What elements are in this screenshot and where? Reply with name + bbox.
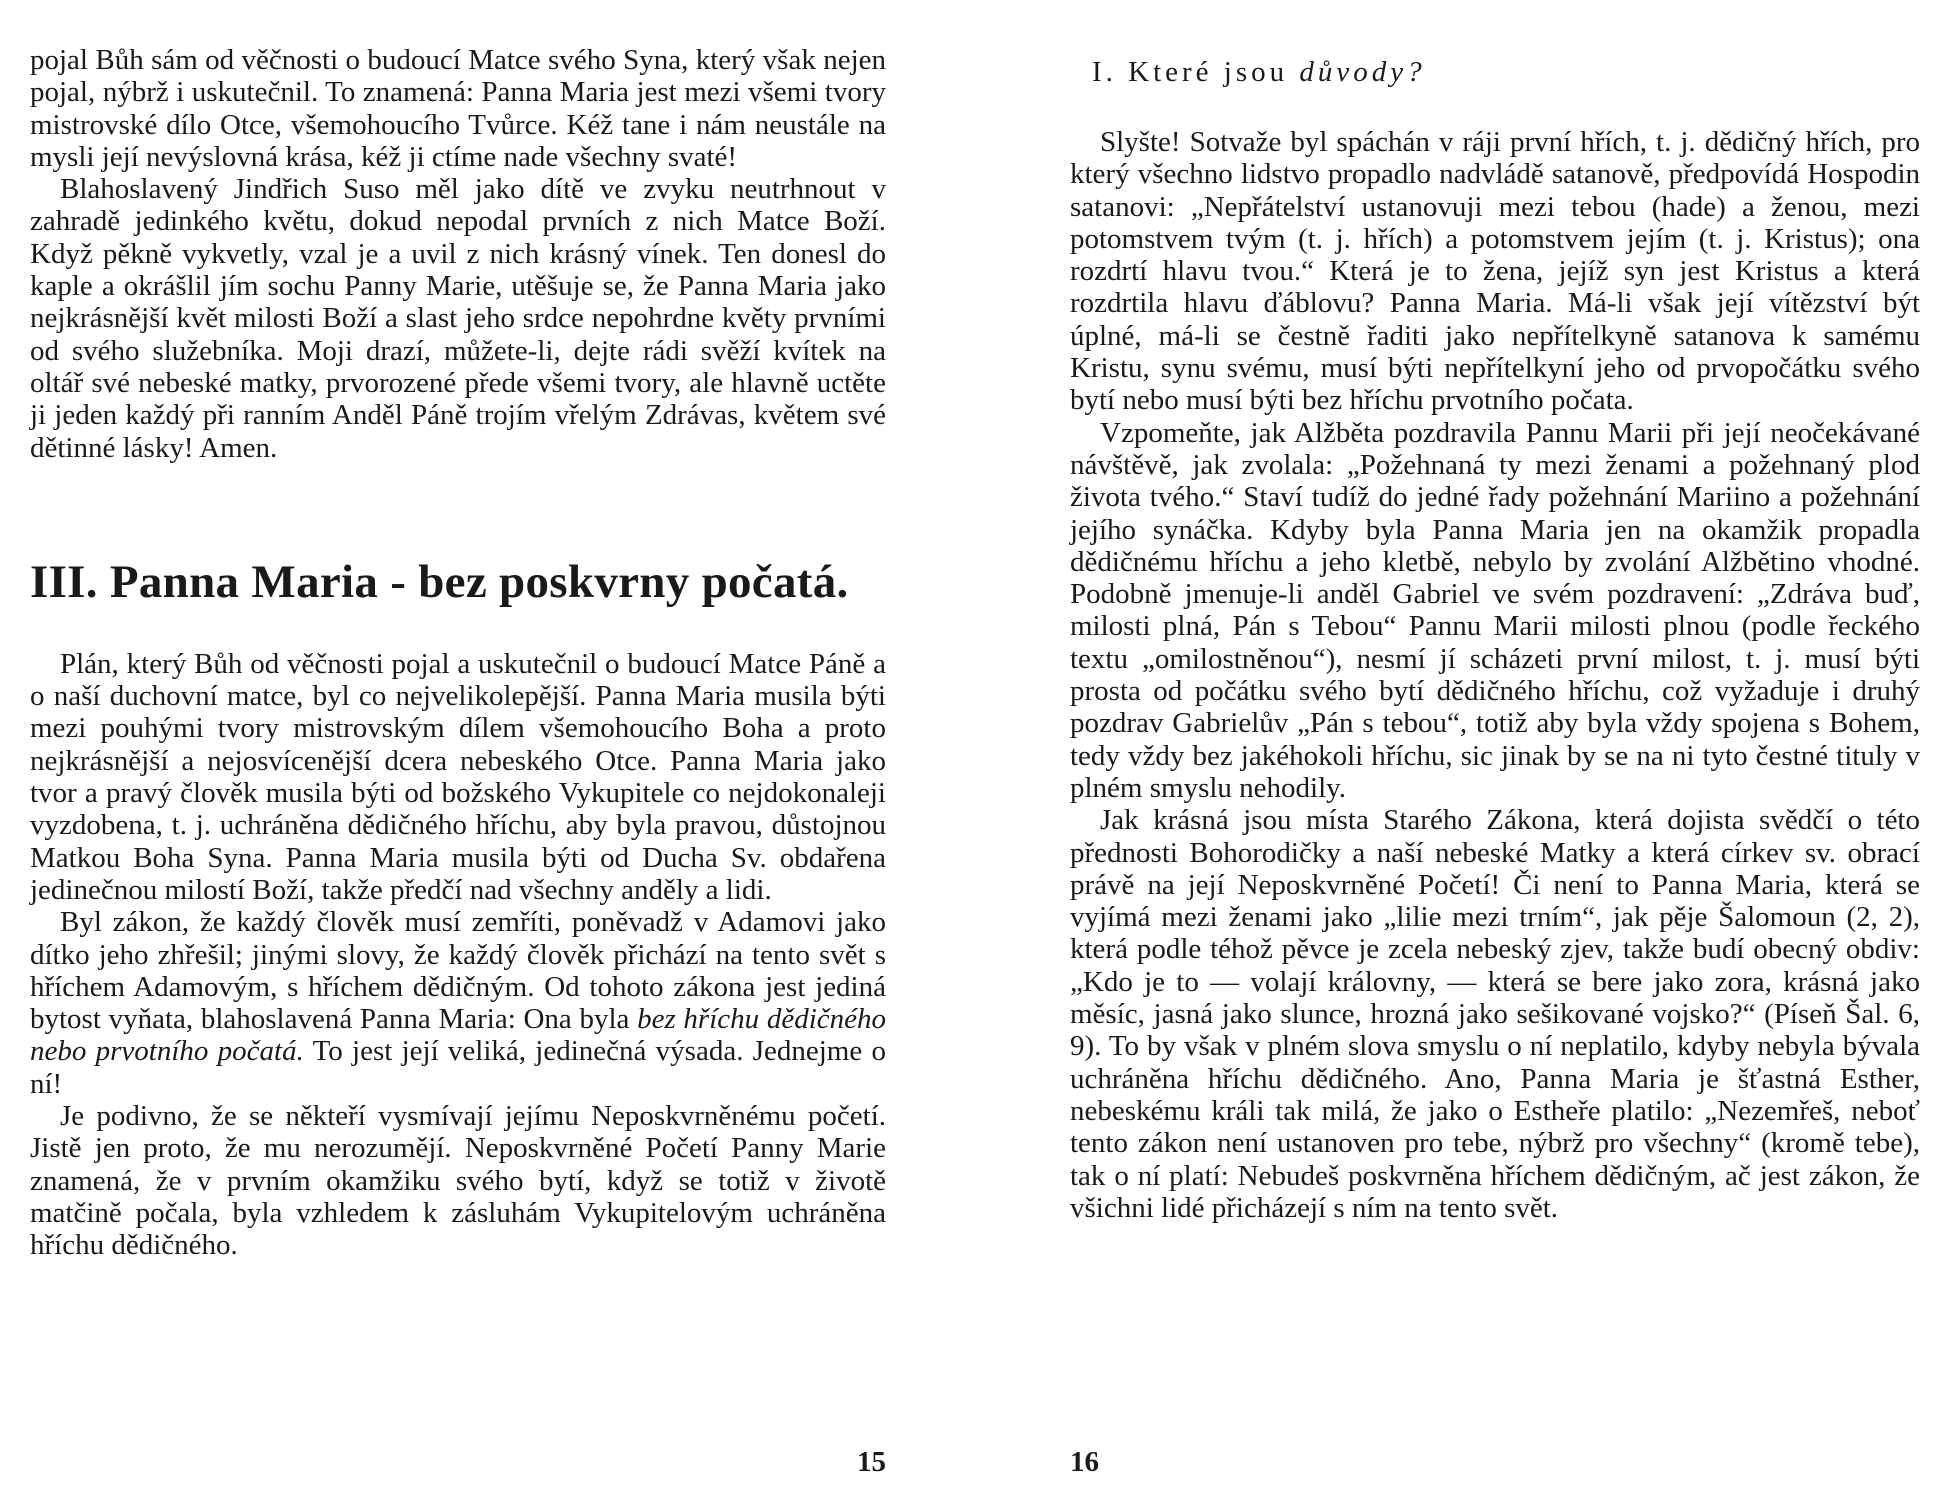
page-16 [1070, 0, 1920, 1500]
page-15 [30, 0, 886, 1500]
paragraph: pojal Bůh sám od věčnosti o budoucí Matce svého Syna, který však nejen pojal, nýbrž i uskutečnil. To znamená: Panna Maria jest mezi všemi tvory mistrovské dílo Otce, všemohoucího Tvůrce. Kéž tane i nám neustále na mysli její nevýslovná krása, kéž ji ctíme nade všechny svaté! [30, 44, 886, 173]
chapter-title: III. Panna Maria - bez poskvrny počatá. [30, 555, 849, 608]
paragraph: Vzpomeňte, jak Alžběta pozdravila Pannu Marii při její neočekávané návštěvě, jak zvolala: „Požehnaná ty mezi ženami a požehnaný plod života tvého.“ Staví tudíž do jedné řady požehnání Mariino a požehnání jejího synáčka. Kdyby byla Panna Maria jen na okamžik propadla dědičnému hříchu a jeho kletbě, nebylo by zvolání Alžbětino vhodné. Podobně jmenuje-li anděl Gabriel ve svém pozdravení: „Zdráva buď, milosti plná, Pán s Tebou“ Pannu Marii milosti plnou (podle řeckého textu „omilostněnou“), nesmí jí scházeti první milost, t. j. musí býti prosta od počátku svého bytí dědičného hříchu, což vyžaduje i druhý pozdrav Gabrielův „Pán s tebou“, totiž aby byla vždy spojena s Bohem, tedy vždy bez jakéhokoli hříchu, sic jinak by se na ni tyto čestné tituly v plném smyslu nehodily. [1070, 416, 1920, 804]
paragraph: Slyšte! Sotvaže byl spáchán v ráji první hřích, t. j. dědičný hřích, pro který všechno lidstvo propadlo nadvládě satanově, předpovídá Hospodin satanovi: „Nepřátelství ustanovuji mezi tebou (hade) a ženou, mezi potomstvem tvým (t. j. hřích) a potomstvem jejím (t. j. Kristus); ona rozdrtí hlavu tvou.“ Která je to žena, jejíž syn jest Kristus a která rozdrtila hlavu ďáblovu? Panna Maria. Má-li však její vítězství být úplné, má-li se čestně řaditi jako nepřítelkyně satanova k samému Kristu, synu svému, musí býti nepřítelkyní jeho od prvopočátku svého bytí nebo musí býti bez hříchu prvotního počata. [1070, 126, 1920, 417]
paragraph: Plán, který Bůh od věčnosti pojal a uskutečnil o budoucí Matce Páně a o naší duchovní matce, byl co nejvelikolepější. Panna Maria musila býti mezi pouhými tvory mistrovským dílem všemohoucího Boha a proto nejkrásnější a nejosvícenější dcera nebeského Otce. Panna Maria jako tvor a pravý člověk musila býti od božského Vykupitele co nejdokonaleji vyzdobena, t. j. uchráněna dědičného hříchu, aby byla pravou, důstojnou Matkou Boha Syna. Panna Maria musila býti od Ducha Sv. obdařena jedinečnou milostí Boží, takže předčí nad všechny anděly a lidi. [30, 647, 886, 906]
page-15-text [30, 44, 886, 1262]
paragraph: Blahoslavený Jindřich Suso měl jako dítě ve zvyku neutrhnout v zahradě jedinkého květu, dokud nepodal prvních z nich Matce Boží. Když pěkně vykvetly, vzal je a uvil z nich krásný vínek. Ten donesl do kaple a okrášlil jím sochu Panny Marie, utěšuje se, že Panna Maria jako nejkrásnější květ milosti Boží a slast jeho srdce nepohrdne květy prvními od svého služebníka. Moji drazí, můžete-li, dejte rádi svěží kvítek na oltář své nebeské matky, prvorozené přede všemi tvory, ale hlavně uctěte ji jeden každý při ranním Anděl Páně trojím vřelým Zdrávas, květem své dětinné lásky! Amen. [30, 173, 886, 464]
paragraph-text: Byl zákon, že každý člověk musí zemříti, poněvadž v Adamovi jako dítko jeho zhřešil; jinými slovy, že každý člověk přichází na tento svět s hříchem Adamovým, s hříchem dědičným. Od tohoto zákona jest jediná bytost vyňata, blahoslavená Panna Maria: Ona byla [30, 906, 886, 1036]
section-heading-text: I. Které jsou [1092, 56, 1300, 88]
page-number: 15 [857, 1446, 886, 1478]
paragraph: Je podivno, že se někteří vysmívají jejímu Neposkvrněnému početí. Jistě jen proto, že mu nerozumějí. Neposkvrněné Početí Panny Marie znamená, že v prvním okamžiku svého bytí, když se totiž v životě matčině počala, byla vzhledem k zásluhám Vykupitelovým uchráněna hříchu dědičného. [30, 1100, 886, 1262]
italic-emphasis: bez hříchu dědičného nebo prvotního počatá. [30, 1003, 886, 1068]
section-heading-italic: důvody? [1299, 56, 1426, 88]
page-16-text [1070, 44, 1920, 1224]
section-heading [1092, 56, 1920, 88]
paragraph-text: To jest její veliká, jedinečná výsada. Jednejme o ní! [30, 1035, 886, 1100]
page-number: 16 [1070, 1446, 1099, 1478]
paragraph: Jak krásná jsou místa Starého Zákona, která dojista svědčí o této přednosti Bohorodičky a naší nebeské Matky a která církev sv. obrací právě na její Neposkvrněné Početí! Či není to Panna Maria, která se vyjímá mezi ženami jako „lilie mezi trním“, jak pěje Šalomoun (2, 2), která podle téhož pěvce je zcela nebeský zjev, takže budí obecný obdiv: „Kdo je to — volají královny, — která se bere jako zora, krásná jako měsíc, jasná jako slunce, hrozná jako sešikované vojsko?“ (Píseň Šal. 6, 9). To by však v plném slova smyslu o ní neplatilo, kdyby nebyla bývala uchráněna hříchu dědičného. Ano, Panna Maria je šťastná Esther, nebeskému králi tak milá, že jako o Estheře platilo: „Nezemřeš, neboť tento zákon není ustanoven pro tebe, nýbrž pro všechny“ (kromě tebe), tak o ní platí: Nebudeš poskvrněna hříchem dědičným, ač jest zákon, že všichni lidé přicházejí s ním na tento svět. [1070, 804, 1920, 1224]
paragraph [30, 906, 886, 1100]
